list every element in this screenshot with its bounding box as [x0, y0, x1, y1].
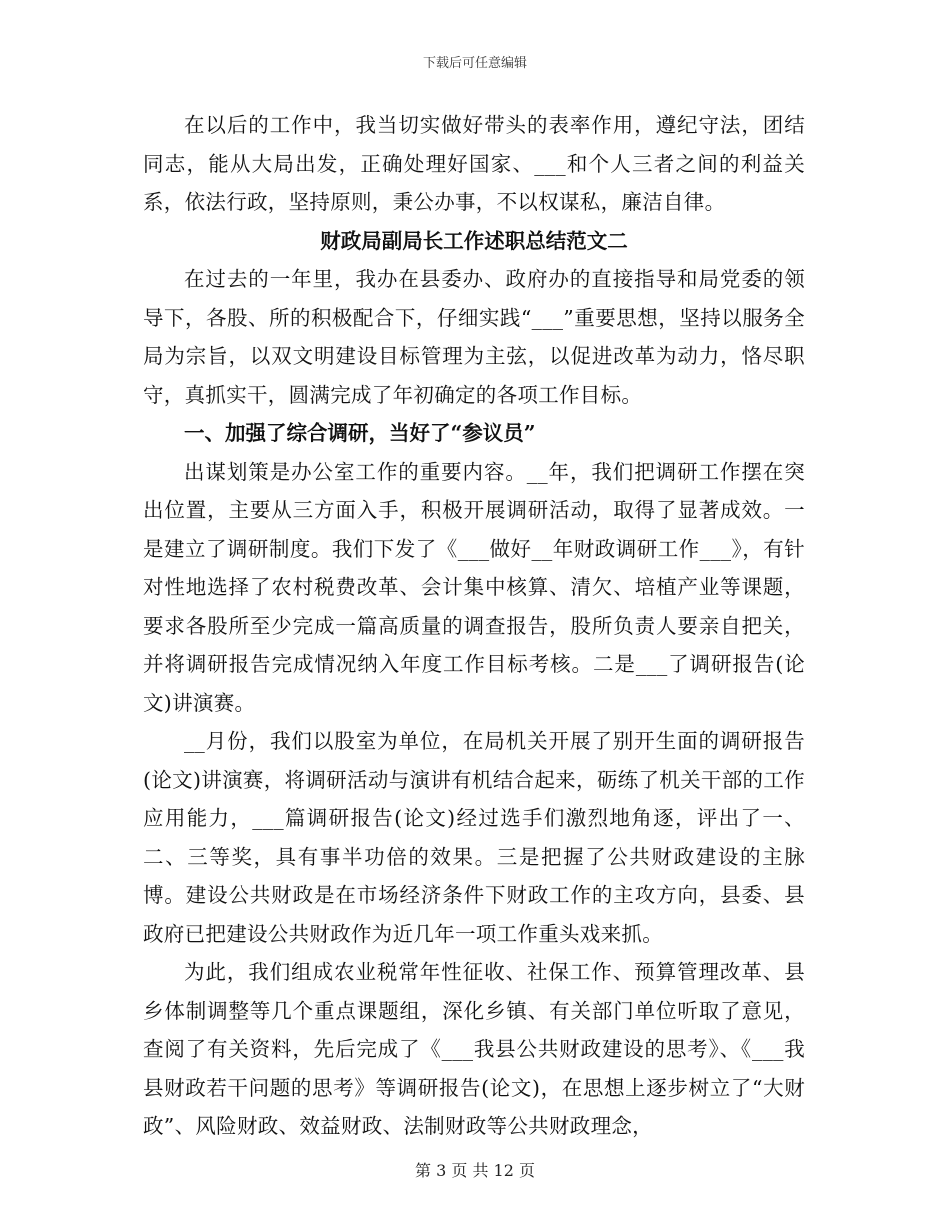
document-body — [143, 106, 805, 1146]
section-heading-1: 一、加强了综合调研，当好了“参议员” — [184, 421, 536, 445]
page-header-note: 下载后可任意编辑 — [422, 56, 527, 71]
paragraph-1: 在以后的工作中，我当切实做好带头的表率作用，遵纪守法，团结同志，能从大局出发，正确处理好国家、___和个人三者之间的利益关系，依法行政，坚持原则，秉公办事，不以权谋私，廉洁自律。 — [143, 113, 805, 214]
page-number: 第 3 页 共 12 页 — [415, 1161, 535, 1180]
paragraph-5: 为此，我们组成农业税常年性征收、社保工作、预算管理改革、县乡体制调整等几个重点课题组，深化乡镇、有关部门单位听取了意见，查阅了有关资料，先后完成了《___我县公共财政建设的思考》、《___我县财政若干问题的思考》等调研报告(论文)，在思想上逐步树立了“大财政”、风险财政、效益财政、法制财政等公共财政理念， — [143, 960, 805, 1138]
paragraph-2: 在过去的一年里，我办在县委办、政府办的直接指导和局党委的领导下，各股、所的积极配合下，仔细实践“___”重要思想，坚持以服务全局为宗旨，以双文明建设目标管理为主弦，以促进改革为动力，恪尽职守，真抓实干，圆满完成了年初确定的各项工作目标。 — [143, 267, 805, 407]
section-title: 财政局副局长工作述职总结范文二 — [320, 228, 628, 253]
paragraph-4: __月份，我们以股室为单位，在局机关开展了别开生面的调研报告(论文)讲演赛，将调研活动与演讲有机结合起来，砺练了机关干部的工作应用能力，___篇调研报告(论文)经过选手们激烈地角逐，评出了一、二、三等奖，具有事半功倍的效果。三是把握了公共财政建设的主脉博。建设公共财政是在市场经济条件下财政工作的主攻方向，县委、县政府已把建设公共财政作为近几年一项工作重头戏来抓。 — [143, 729, 805, 946]
paragraph-3: 出谋划策是办公室工作的重要内容。__年，我们把调研工作摆在突出位置，主要从三方面入手，积极开展调研活动，取得了显著成效。一是建立了调研制度。我们下发了《___做好__年财政调研工作___》，有针对性地选择了农村税费改革、会计集中核算、清欠、培植产业等课题，要求各股所至少完成一篇高质量的调查报告，股所负责人要亲自把关，并将调研报告完成情况纳入年度工作目标考核。二是___了调研报告(论文)讲演赛。 — [143, 459, 805, 715]
